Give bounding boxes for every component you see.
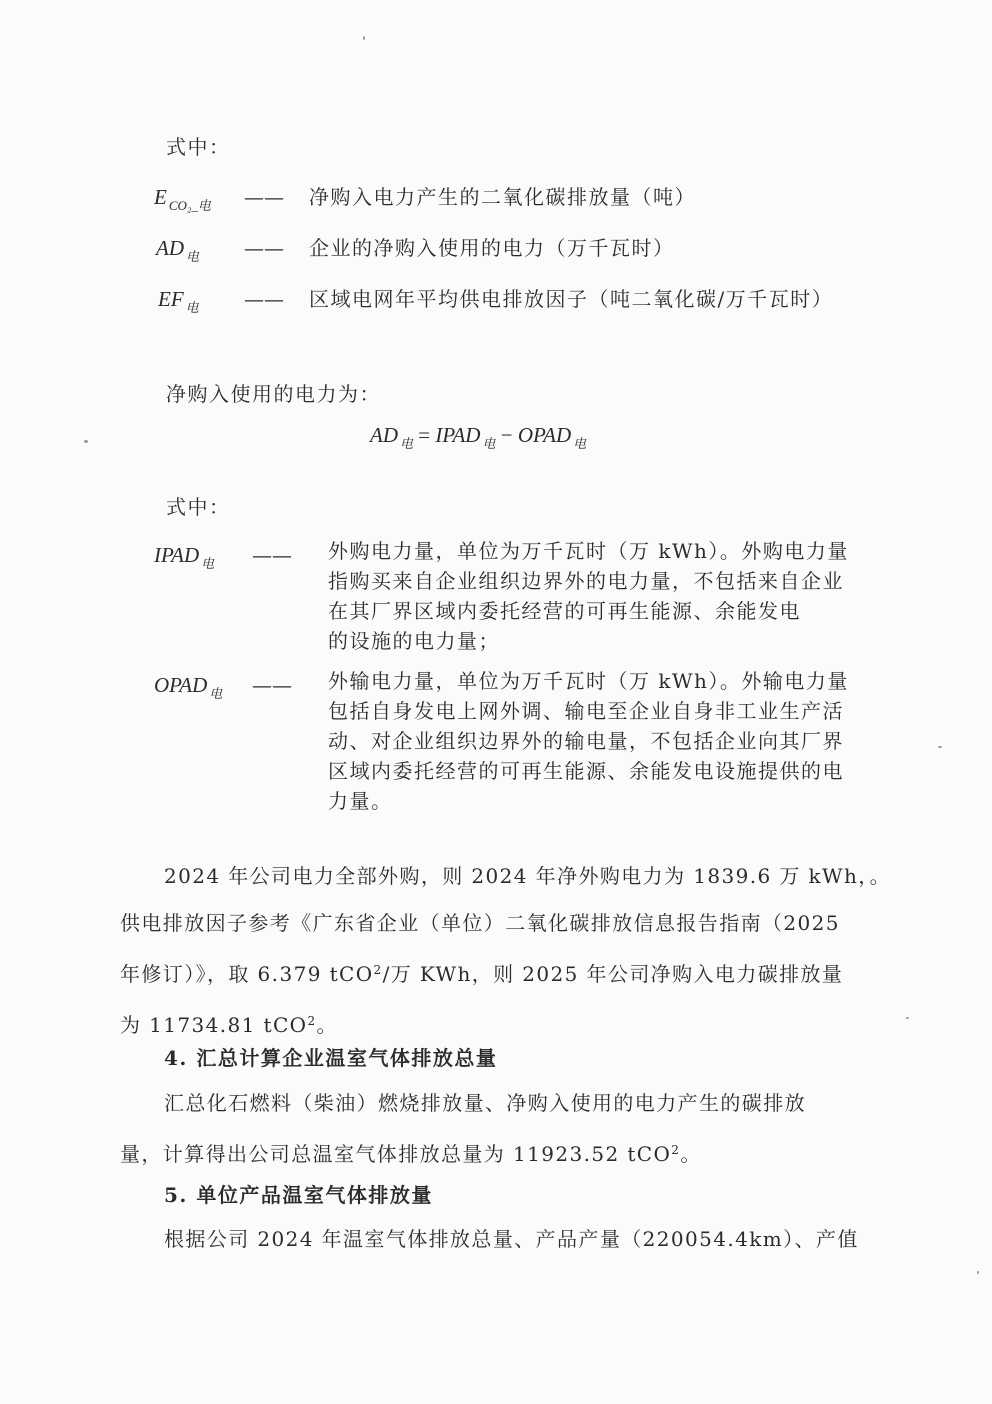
scan-speck — [977, 1271, 979, 1274]
paragraph-line: 汇总化石燃料（柴油）燃烧排放量、净购入使用的电力产生的碳排放 — [164, 1091, 806, 1115]
net-purchase-intro: 净购入使用的电力为： — [166, 382, 381, 406]
definition-ef: 区域电网年平均供电排放因子（吨二氧化碳/万千瓦时） — [309, 287, 834, 311]
paragraph-line: 年修订）》，取 6.379 tCO$^2$/万 KWh，则 2025 年公司净购入电力碳排放量 — [120, 962, 844, 986]
paragraph-line: 根据公司 2024 年温室气体排放总量、产品产量（220054.4km）、产值 — [164, 1227, 859, 1251]
where-label-2: 式中： — [166, 495, 231, 519]
scan-speck — [84, 440, 88, 443]
definition-opad: 外输电力量，单位为万千瓦时（万 kWh）。外输电力量 包括自身发电上网外调、输电至企业自身非工业生产活 动、对企业组织边界外的输电量，不包括企业向其厂界 区域内委托经营的可再生能源、余能发电设施提供的电 力量。 — [328, 669, 849, 813]
definition-ad: 企业的净购入使用的电力（万千瓦时） — [309, 236, 675, 260]
symbol-opad: OPAD $_电$ — [154, 673, 223, 701]
definition-dash: —— — [244, 287, 284, 311]
paragraph-line: 2024 年公司电力全部外购，则 2024 年净外购电力为 1839.6 万 kWh，。 — [164, 864, 892, 888]
symbol-ipad: IPAD $_电$ — [154, 543, 215, 571]
net-purchase-formula: AD $_电$ = IPAD $_电$ − OPAD $_电$ — [370, 423, 587, 451]
section-4-heading: 4. 汇总计算企业温室气体排放总量 — [164, 1046, 498, 1070]
paragraph-line: 量，计算得出公司总温室气体排放总量为 11923.52 tCO$^2$。 — [120, 1142, 702, 1166]
scan-speck — [938, 746, 942, 748]
electricity-paragraph — [120, 853, 892, 1049]
definition-dash: —— — [252, 543, 292, 567]
symbol-ef: EF $_电$ — [158, 287, 199, 315]
definition-e-co2: 净购入电力产生的二氧化碳排放量（吨） — [309, 185, 696, 209]
definition-ipad: 外购电力量，单位为万千瓦时（万 kWh）。外购电力量 指购买来自企业组织边界外的电力量，不包括来自企业 在其厂界区域内委托经营的可再生能源、余能发电 的设施的电力量； — [328, 539, 849, 653]
scan-speck — [906, 1017, 909, 1019]
section-4-paragraph — [120, 1080, 880, 1178]
symbol-ad: AD $_电$ — [156, 236, 200, 264]
definition-dash: —— — [244, 185, 284, 209]
definition-dash: —— — [244, 236, 284, 260]
definition-dash: —— — [252, 673, 292, 697]
where-label-1: 式中： — [166, 135, 231, 159]
symbol-e-co2: E $_{CO_2\_电}$ — [154, 185, 211, 213]
section-5-paragraph — [120, 1216, 880, 1263]
section-5-heading: 5. 单位产品温室气体排放量 — [164, 1183, 433, 1207]
paragraph-line: 供电排放因子参考《广东省企业（单位）二氧化碳排放信息报告指南（2025 — [120, 911, 840, 935]
scan-speck — [363, 36, 365, 40]
paragraph-line: 为 11734.81 tCO$^2$。 — [120, 1013, 338, 1037]
